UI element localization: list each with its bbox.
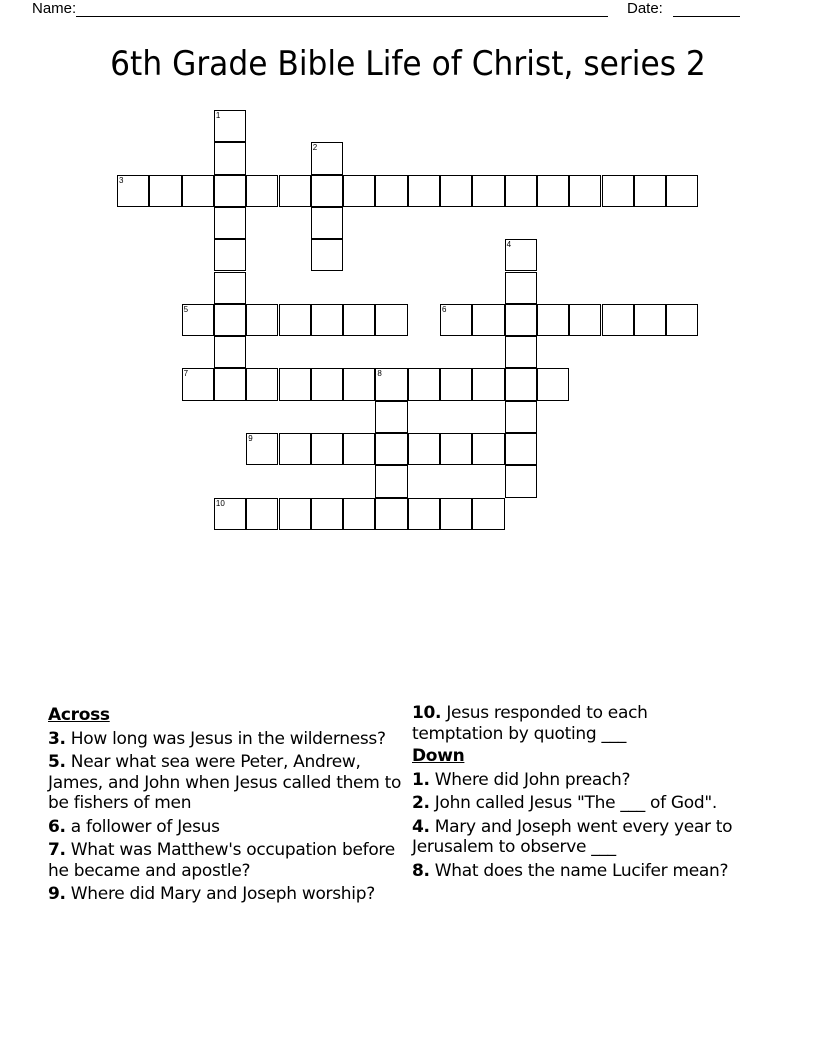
crossword-cell[interactable] — [182, 175, 214, 207]
crossword-cell[interactable] — [343, 498, 375, 530]
clue-number: 9. — [48, 884, 66, 904]
clue-number-label: 4 — [506, 240, 512, 250]
clue-number-label: 2 — [312, 143, 318, 153]
crossword-cell[interactable] — [279, 304, 311, 336]
crossword-cell[interactable] — [214, 368, 246, 400]
clue-across-9 — [48, 884, 410, 905]
crossword-cell[interactable] — [602, 175, 634, 207]
clue-text: Near what sea were Peter, Andrew, James, and John when Jesus called them to be fishers of men — [48, 752, 402, 813]
clue-across-10 — [412, 703, 742, 744]
clue-number: 1. — [412, 769, 430, 790]
crossword-cell[interactable] — [505, 336, 537, 368]
crossword-cell[interactable] — [279, 175, 311, 207]
crossword-cell[interactable] — [666, 304, 698, 336]
clue-down-2 — [412, 793, 742, 814]
crossword-cell[interactable] — [246, 433, 278, 465]
crossword-cell[interactable] — [537, 175, 569, 207]
clue-text: John called Jesus "The ___ of God". — [434, 793, 718, 813]
crossword-cell[interactable] — [569, 304, 601, 336]
crossword-cell[interactable] — [279, 433, 311, 465]
clue-number-label: 7 — [183, 369, 189, 379]
crossword-cell[interactable] — [311, 207, 343, 239]
clue-number: 7. — [48, 840, 66, 860]
crossword-cell[interactable] — [246, 368, 278, 400]
crossword-cell[interactable] — [311, 239, 343, 271]
clue-number-label: 5 — [183, 304, 189, 314]
crossword-cell[interactable] — [505, 304, 537, 336]
clues-left-column — [48, 703, 410, 905]
clue-text: a follower of Jesus — [70, 816, 220, 837]
crossword-cell[interactable] — [343, 304, 375, 336]
clue-number-label: 6 — [442, 304, 447, 314]
crossword-cell[interactable] — [472, 175, 504, 207]
crossword-cell[interactable] — [214, 175, 246, 207]
crossword-cell[interactable] — [375, 465, 407, 497]
crossword-cell[interactable] — [311, 498, 343, 530]
clue-across-5 — [48, 752, 410, 814]
page-title: 6th Grade Bible Life of Christ, series 2 — [110, 44, 706, 84]
crossword-cell[interactable] — [311, 433, 343, 465]
clue-text: Jesus responded to each temptation by quoting ___ — [412, 703, 648, 744]
crossword-cell[interactable] — [505, 272, 537, 304]
crossword-cell[interactable] — [472, 304, 504, 336]
clue-text: Mary and Joseph went every year to Jerusalem to observe ___ — [412, 816, 733, 857]
crossword-cell[interactable] — [214, 239, 246, 271]
clue-number-label: 9 — [248, 434, 253, 443]
clue-number: 2. — [412, 793, 430, 813]
crossword-cell[interactable] — [214, 110, 246, 142]
crossword-cell[interactable] — [569, 175, 601, 207]
crossword-cell[interactable] — [505, 465, 537, 497]
crossword-cell[interactable] — [472, 433, 504, 465]
crossword-cell[interactable] — [537, 368, 569, 400]
clue-number-label: 8 — [377, 369, 382, 379]
crossword-cell[interactable] — [666, 175, 698, 207]
crossword-cell[interactable] — [440, 498, 472, 530]
clue-number: 6. — [48, 816, 66, 837]
down-heading: Down — [412, 746, 465, 766]
crossword-cell[interactable] — [408, 175, 440, 207]
clue-text: What was Matthew's occupation before he became and apostle? — [48, 840, 395, 881]
crossword-cell[interactable] — [440, 368, 472, 400]
clue-across-6 — [48, 817, 410, 838]
crossword-cell[interactable] — [375, 401, 407, 433]
crossword-cell[interactable] — [408, 368, 440, 400]
crossword-cell[interactable] — [117, 175, 149, 207]
crossword-cell[interactable] — [343, 175, 375, 207]
crossword-cell[interactable] — [246, 304, 278, 336]
crossword-cell[interactable] — [505, 401, 537, 433]
crossword-cell[interactable] — [634, 304, 666, 336]
clues-right-column — [412, 703, 742, 881]
crossword-cell[interactable] — [375, 498, 407, 530]
crossword-cell[interactable] — [472, 368, 504, 400]
crossword-cell[interactable] — [214, 207, 246, 239]
crossword-cell[interactable] — [279, 368, 311, 400]
clue-number-label: 3 — [119, 175, 124, 185]
crossword-cell[interactable] — [311, 142, 343, 174]
crossword-cell[interactable] — [472, 498, 504, 530]
crossword-cell[interactable] — [375, 175, 407, 207]
crossword-cell[interactable] — [214, 498, 246, 530]
crossword-cell[interactable] — [311, 368, 343, 400]
crossword-cell[interactable] — [311, 304, 343, 336]
crossword-cell[interactable] — [634, 175, 666, 207]
clue-number: 5. — [48, 752, 66, 772]
crossword-cell[interactable] — [440, 175, 472, 207]
crossword-cell[interactable] — [214, 336, 246, 368]
crossword-cell[interactable] — [408, 433, 440, 465]
crossword-cell[interactable] — [505, 239, 537, 271]
crossword-cell[interactable] — [408, 498, 440, 530]
clue-text: Where did John preach? — [434, 769, 631, 790]
clue-down-1 — [412, 770, 742, 791]
clue-number: 3. — [48, 728, 66, 749]
crossword-cell[interactable] — [375, 433, 407, 465]
crossword-cell[interactable] — [279, 498, 311, 530]
crossword-cell[interactable] — [375, 368, 407, 400]
clue-number-label: 10 — [215, 498, 225, 508]
crossword-cell[interactable] — [246, 175, 278, 207]
crossword-cell[interactable] — [440, 304, 472, 336]
crossword-cell[interactable] — [440, 433, 472, 465]
clue-text: How long was Jesus in the wilderness? — [70, 728, 386, 749]
clue-number: 4. — [412, 816, 430, 837]
clue-number-label: 1 — [215, 111, 221, 120]
crossword-cell[interactable] — [375, 304, 407, 336]
clue-text: What does the name Lucifer mean? — [434, 860, 729, 881]
date-label: Date: — [627, 0, 663, 17]
crossword-cell[interactable] — [182, 368, 214, 400]
crossword-cell[interactable] — [214, 142, 246, 174]
crossword-cell[interactable] — [343, 368, 375, 400]
crossword-cell[interactable] — [311, 175, 343, 207]
clue-number: 10. — [412, 703, 442, 723]
crossword-cell[interactable] — [214, 272, 246, 304]
crossword-cell[interactable] — [602, 304, 634, 336]
across-heading: Across — [48, 705, 110, 725]
crossword-cell[interactable] — [343, 433, 375, 465]
clue-down-4 — [412, 817, 742, 858]
clue-text: Where did Mary and Joseph worship? — [70, 884, 375, 904]
crossword-cell[interactable] — [505, 368, 537, 400]
clue-across-3 — [48, 729, 410, 750]
clue-down-8 — [412, 861, 742, 882]
crossword-cell[interactable] — [182, 304, 214, 336]
clue-across-7 — [48, 840, 410, 881]
crossword-cell[interactable] — [214, 304, 246, 336]
crossword-cell[interactable] — [246, 498, 278, 530]
crossword-cell[interactable] — [505, 433, 537, 465]
clue-number: 8. — [412, 860, 430, 881]
crossword-cell[interactable] — [505, 175, 537, 207]
crossword-cell[interactable] — [149, 175, 181, 207]
crossword-cell[interactable] — [537, 304, 569, 336]
name-label: Name: — [32, 0, 77, 17]
